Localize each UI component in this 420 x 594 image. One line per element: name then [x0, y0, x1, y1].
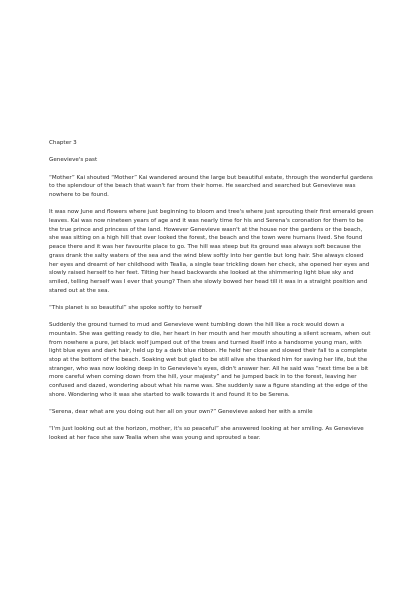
- document-body: [49, 139, 374, 451]
- paragraph: It was now June and flowers where just beginning to bloom and tree's where just sprouting their first emerald green leaves. Kai was now nineteen years of age and it was nearly time for his and Serena's coronation for them to be the true prince and princess of the land. However Genevieve wasn't at the house nor the gardens or the beach, she was sitting on a high hill that over looked the forest, the beach and the town were humans lived. She found peace there and it was her favourite place to go. The hill was steep but its ground was always soft because the grass drank the salty waters of the sea and the wind blew softly into her gentle but long hair. She always closed her eyes and dreamt of her childhood with Tealia, a single tear trickling down her check, she opened her eyes and slowly raised herself to her feet. Tilting her head backwards she looked at the shimmering light blue sky and smiled, telling herself was I ever that young? Then she slowly bowed her head till it was in a straight position and stared out at the sea.: [49, 209, 374, 294]
- chapter-subtitle: Genevieve's past: [49, 157, 98, 164]
- paragraph: “Mother” Kai shouted “Mother” Kai wandered around the large but beautiful estate, through the wonderful gardens to the splendour of the beach that wasn't far from their home. He searched and searched but Genevieve was nowhere to be found.: [49, 174, 373, 198]
- paragraph: “Serena, dear what are you doing out her all on your own?” Genevieve asked her with a smile: [49, 409, 313, 416]
- paragraph: Suddenly the ground turned to mud and Genevieve went tumbling down the hill like a rock would down a mountain. She was getting ready to die, her heart in her mouth and her mouth shouting a silent scream, when out from nowhere a pure, jet black wolf jumped out of the trees and turned itself into a handsome young man, with light blue eyes and dark hair, held up by a dark blue ribbon. He held her close and slowed their fall to a complete stop at the bottom of the beach. Soaking wet but glad to be still alive she thanked him for saving her life, but the stranger, who was now looking deep in to Genevieve's eyes, didn't answer her. All he said was “next time be a bit more careful when coming down from the hill, your majesty” and he jumped back in to the forest, leaving her confused and dazed, wondering about what his name was. She suddenly saw a figure standing at the edge of the shore. Wondering who it was she started to walk towards it and found it to be Serena.: [49, 322, 371, 398]
- paragraph: “This planet is so beautiful” she spoke softly to herself: [49, 304, 202, 311]
- chapter-heading: Chapter 3: [49, 140, 77, 146]
- paragraph: “I'm just looking out at the horizon, mother, it's so peaceful” she answered looking at her smiling. As Genevieve looked at her face she saw Tealia when she was young and sprouted a tear.: [49, 426, 364, 442]
